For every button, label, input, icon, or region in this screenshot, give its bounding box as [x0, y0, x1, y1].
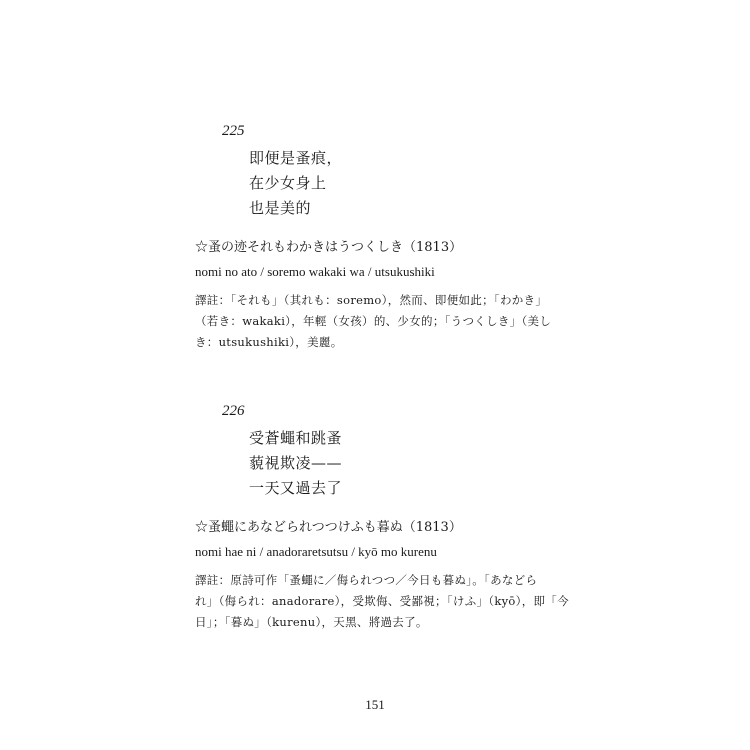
- poem-translation: [249, 426, 342, 501]
- original-japanese: ☆蚤の迹それもわかきはうつくしき（1813）: [195, 240, 463, 255]
- original-japanese: ☆蚤蠅にあなどられつつけふも暮ぬ（1813）: [195, 520, 462, 535]
- note-line: 譯註：原詩可作「蚤蠅に／侮られつつ／今日も暮ぬ」。「あなどら: [195, 573, 538, 587]
- romaji-reading: nomi hae ni / anadoraretsutsu / kyō mo kurenu: [195, 544, 437, 559]
- poem-line: 即便是蚤痕，: [249, 149, 343, 167]
- note-line: 譯註：「それも」（其れも：soremo），然而、即便如此；「わかき」: [195, 293, 548, 307]
- note-line: （若き：wakaki），年輕（女孩）的、少女的；「うつくしき」（美し: [195, 314, 552, 328]
- note-line: き：utsukushiki），美麗。: [195, 335, 343, 349]
- poem-line: 也是美的: [249, 199, 312, 217]
- poem-number: 225: [222, 123, 245, 139]
- page-number: 151: [365, 697, 385, 712]
- poem-line: 受蒼蠅和跳蚤: [249, 429, 343, 447]
- poem-line: 藐視欺凌——: [249, 454, 343, 472]
- poem-line: 在少女身上: [249, 174, 327, 192]
- poem-translation: [249, 146, 342, 221]
- note-line: れ」（侮られ：anadorare），受欺侮、受鄙視；「けふ」（kyō），即「今: [195, 594, 569, 608]
- translator-note: [195, 570, 567, 633]
- romaji-reading: nomi no ato / soremo wakaki wa / utsukushiki: [195, 264, 435, 279]
- poem-line: 一天又過去了: [249, 479, 343, 497]
- note-line: 日」；「暮ぬ」（kurenu），天黑、將過去了。: [195, 615, 428, 629]
- translator-note: [195, 290, 567, 353]
- poem-number: 226: [222, 403, 245, 419]
